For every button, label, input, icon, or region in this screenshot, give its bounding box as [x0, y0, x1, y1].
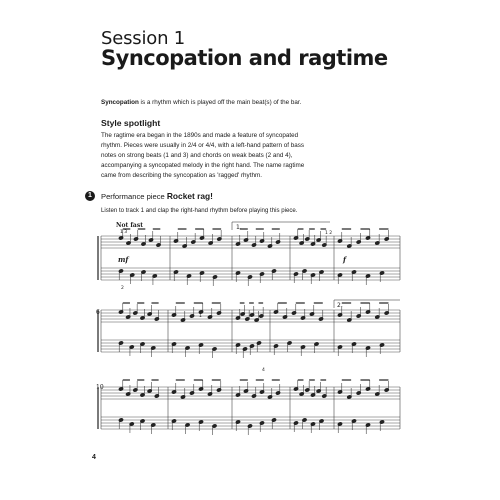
fingering: 4 — [262, 368, 265, 373]
number-badge: 1 — [85, 191, 95, 201]
dynamic-f: f — [343, 255, 347, 264]
page-title: Syncopation and ragtime — [101, 46, 388, 70]
bar-number-10: 10 — [96, 384, 104, 391]
fingering: 1 2 — [325, 231, 333, 236]
spotlight-line: notes on strong beats (1 and 3) and chords on weak beats (2 and 4), — [101, 152, 293, 159]
spotlight-line: rhythm. Pieces were usually in 2/4 or 4/4, with a left-hand pattern of bass — [101, 142, 305, 149]
definition-term: Syncopation — [101, 99, 139, 106]
fingering: 1 — [199, 314, 202, 319]
performance-title: Rocket rag! — [166, 191, 213, 201]
spotlight-line: The ragtime era began in the 1890s and made a feature of syncopated — [101, 132, 299, 139]
dynamic-mf: mf — [118, 255, 129, 264]
fingering: 1 3 — [120, 230, 128, 235]
spotlight-line: came from describing the syncopation as 'ragged' rhythm. — [101, 172, 262, 179]
listen-instruction: Listen to track 1 and clap the right-hand rhythm before playing this piece. — [101, 207, 298, 214]
fingering: 2 — [121, 286, 124, 291]
session-label: Session 1 — [101, 28, 186, 49]
bar-number-6: 6 — [96, 309, 100, 316]
volta-2: 2. — [337, 302, 343, 309]
performance-label: Performance piece — [101, 192, 165, 201]
page-number: 4 — [92, 454, 96, 461]
tempo-marking: Not fast — [116, 222, 143, 229]
spotlight-line: accompanying a syncopated melody in the right hand. The name ragtime — [101, 162, 305, 169]
volta-1: 1. — [236, 224, 242, 231]
style-spotlight-heading: Style spotlight — [101, 118, 161, 128]
definition-text: is a rhythm which is played off the main beat(s) of the bar. — [138, 99, 302, 106]
